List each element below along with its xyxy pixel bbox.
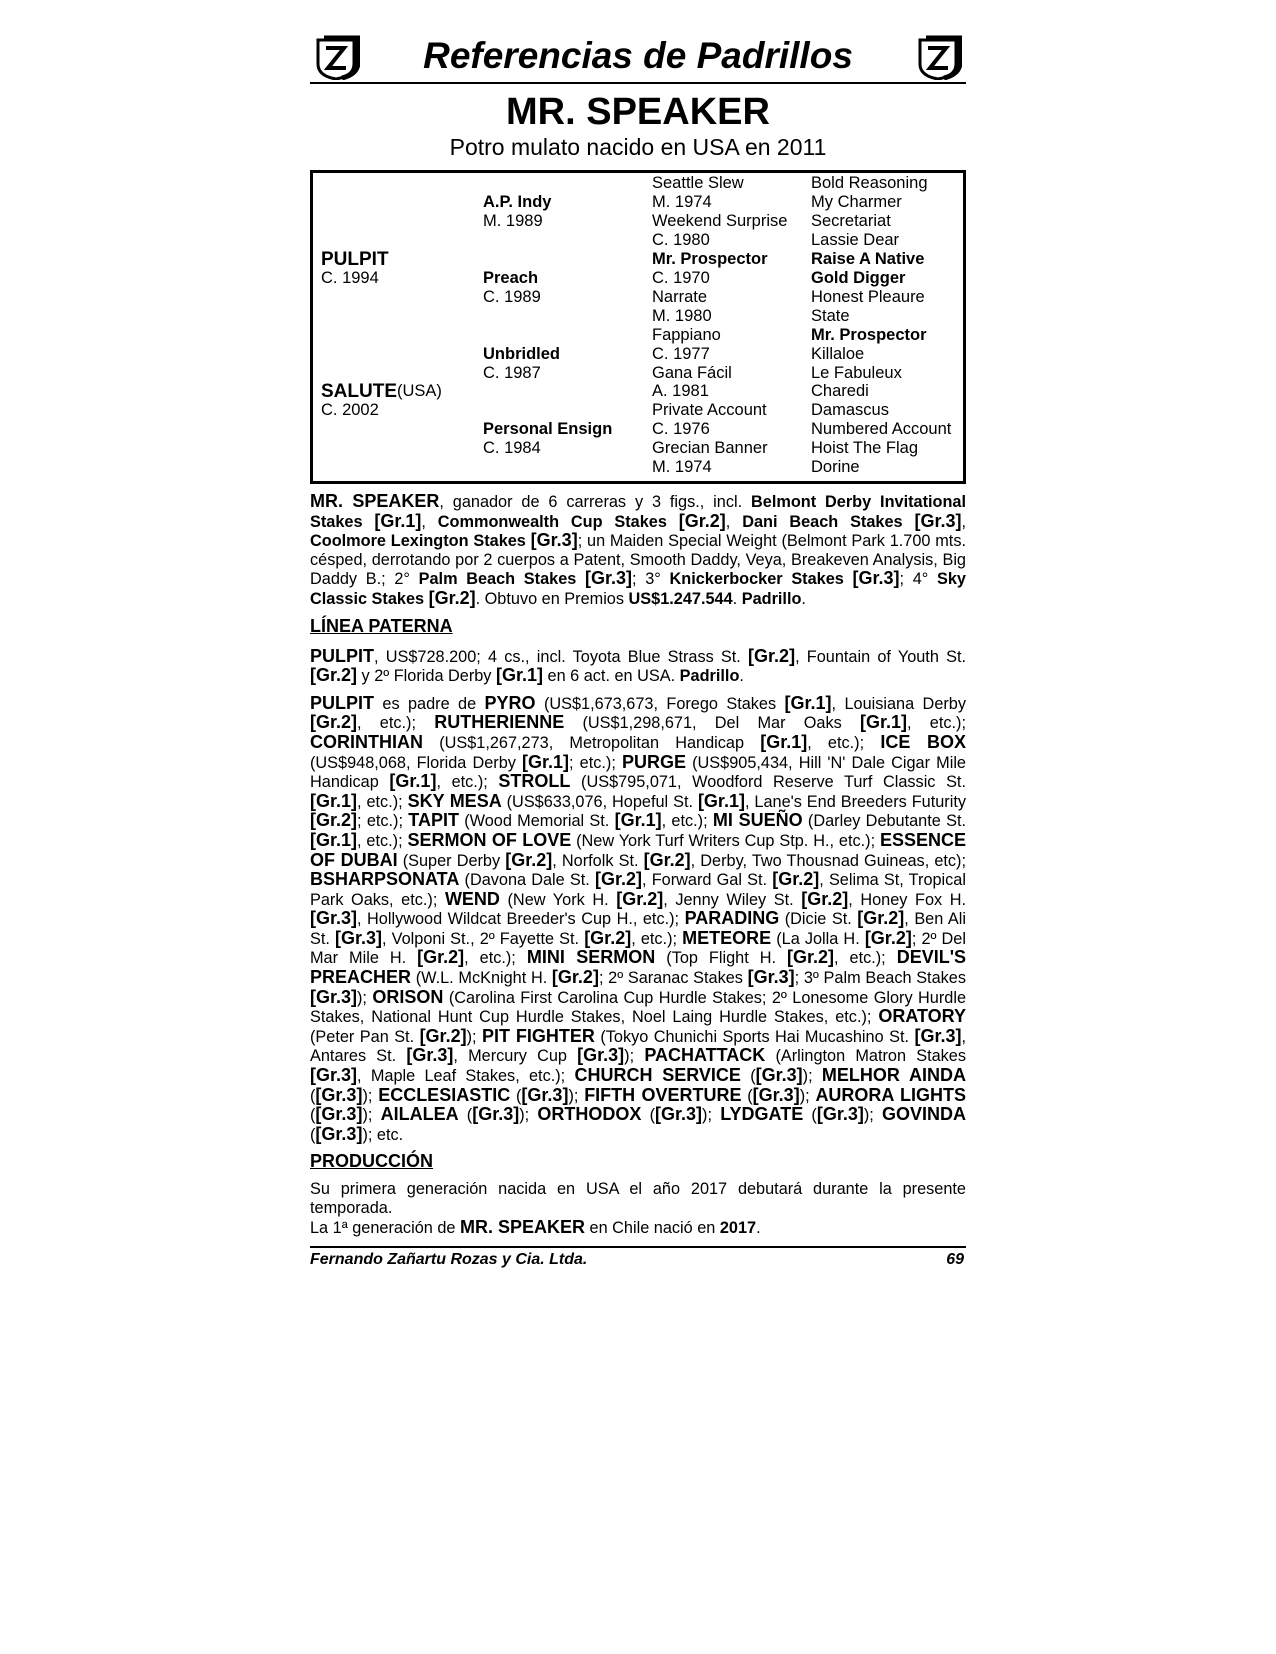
text-run: );: [362, 1086, 379, 1105]
grade-label: [Gr.3]: [752, 1084, 800, 1105]
text-run: , Jenny Wiley St.: [663, 890, 802, 909]
horse-name-ref: METEORE: [682, 927, 772, 948]
grade-label: [Gr.2]: [310, 810, 358, 831]
grade-label: [Gr.2]: [857, 908, 905, 929]
horse-subtitle: Potro mulato nacido en USA en 2011: [449, 134, 827, 160]
grade-label: [Gr.3]: [530, 530, 578, 551]
pedigree-cell: M. 1974: [652, 458, 712, 477]
pedigree-cell: Private Account: [652, 401, 767, 420]
text-run: , Selima St, Tropical Park Oaks, etc.);: [310, 871, 966, 909]
grade-label: [Gr.2]: [616, 888, 664, 909]
pedigree-cell: Preach: [483, 268, 539, 287]
text-run: , Derby, Two Thousnad Guineas, etc);: [690, 851, 967, 870]
horse-name-ref: BSHARPSONATA: [310, 869, 460, 890]
text-run: Padrillo: [679, 667, 740, 686]
text-run: , etc.);: [357, 714, 435, 733]
pedigree-cell: A. 1981: [652, 382, 709, 401]
pedigree-cell: A.P. Indy: [483, 192, 552, 211]
produccion-paragraph-2: [310, 1218, 966, 1238]
text-run: , US$728.200; 4 cs., incl. Toyota Blue Strass St.: [374, 647, 749, 666]
text-run: , Fountain of Youth St.: [795, 647, 966, 666]
grade-label: [Gr.1]: [697, 790, 745, 811]
grade-label: [Gr.3]: [655, 1104, 703, 1125]
horse-name-ref: GOVINDA: [882, 1104, 967, 1125]
grade-label: [Gr.1]: [495, 665, 543, 686]
text-run: , etc.);: [464, 949, 527, 968]
text-run: (US$948,068, Florida Derby: [310, 753, 523, 772]
produccion-paragraph-1: [310, 1180, 966, 1217]
text-run: (Carolina First Carolina Cup Hurdle Stakes; 2º Lonesome Glory Hurdle Stakes, National Hunt Cup Hurdle Stakes, Noel Laing Hurdle Stakes, etc.);: [310, 988, 967, 1027]
horse-name-ref: SKY MESA: [407, 790, 502, 811]
text-run: (New York H.: [499, 890, 617, 909]
pedigree-cell: Gold Digger: [811, 268, 906, 287]
text-run: La 1ª generación de: [310, 1218, 460, 1237]
grade-label: [Gr.3]: [816, 1104, 864, 1125]
text-run: (US$1,298,671, Del Mar Oaks: [564, 714, 861, 733]
text-run: Padrillo: [741, 589, 802, 608]
text-run: );: [519, 1106, 538, 1125]
text-run: (Top Flight H.: [655, 949, 787, 968]
grade-label: [Gr.3]: [521, 1084, 569, 1105]
pedigree-cell: Seattle Slew: [652, 174, 744, 192]
text-run: ; 3º Palm Beach Stakes: [794, 969, 966, 988]
text-run: en 6 act. en USA.: [543, 667, 680, 686]
grade-label: [Gr.2]: [801, 888, 849, 909]
text-run: );: [802, 1067, 822, 1086]
text-run: ,: [421, 512, 438, 531]
pedigree-cell: Secretariat: [811, 211, 891, 230]
grade-label: [Gr.3]: [577, 1045, 625, 1066]
text-run: (W.L. McKnight H.: [411, 969, 552, 988]
text-run: , etc.);: [357, 792, 408, 811]
pedigree-cell: Weekend Surprise: [652, 211, 788, 230]
text-run: (: [310, 1125, 316, 1144]
grade-label: [Gr.1]: [389, 771, 437, 792]
pedigree-cell: (USA): [397, 382, 442, 401]
text-run: Palm Beach Stakes: [418, 570, 585, 589]
pedigree-table: [310, 170, 966, 484]
linea-paragraph-2: [310, 694, 966, 1145]
grade-label: [Gr.2]: [787, 947, 835, 968]
grade-label: [Gr.3]: [315, 1084, 363, 1105]
horse-name: MR. SPEAKER: [506, 91, 770, 133]
grade-label: [Gr.3]: [310, 908, 358, 929]
horse-name-ref: PULPIT: [310, 645, 375, 666]
pedigree-cell: Damascus: [811, 401, 889, 420]
text-run: (: [641, 1106, 656, 1125]
pedigree-cell: Hoist The Flag: [811, 439, 918, 458]
grade-label: [Gr.3]: [472, 1104, 520, 1125]
grade-label: [Gr.2]: [310, 665, 358, 686]
grade-label: [Gr.3]: [585, 568, 633, 589]
text-run: (New York Turf Writers Cup Stp. H., etc.);: [571, 831, 880, 850]
text-run: , Ben Ali St.: [310, 910, 966, 948]
pedigree-cell: Bold Reasoning: [811, 174, 928, 192]
horse-name-ref: WEND: [444, 888, 500, 909]
pedigree-cell: Charedi: [811, 382, 869, 401]
text-run: es padre de: [374, 694, 485, 713]
text-run: (Davona Dale St.: [459, 871, 595, 890]
text-run: , etc.);: [834, 949, 897, 968]
grade-label: [Gr.1]: [760, 731, 808, 752]
text-run: (Wood Memorial St.: [458, 812, 615, 831]
pedigree-cell: C. 1984: [483, 439, 541, 458]
horse-name-ref: AILALEA: [380, 1104, 459, 1125]
pedigree-cell: C. 2002: [321, 401, 379, 420]
pedigree-cell: C. 1987: [483, 363, 541, 382]
grade-label: [Gr.2]: [595, 869, 643, 890]
grade-label: [Gr.3]: [315, 1104, 363, 1125]
grade-label: [Gr.2]: [748, 645, 796, 666]
grade-label: [Gr.3]: [852, 568, 900, 589]
text-run: (Tokyo Chunichi Sports Hai Mucashino St.: [594, 1027, 915, 1046]
horse-name-ref: FIFTH OVERTURE: [584, 1084, 742, 1105]
text-run: );: [568, 1086, 585, 1105]
text-run: , etc.);: [907, 714, 966, 733]
text-run: , Lane's End Breeders Futurity: [744, 792, 966, 811]
text-run: Commonwealth Cup Stakes: [437, 512, 679, 531]
grade-label: [Gr.1]: [374, 510, 422, 531]
text-run: (: [741, 1086, 753, 1105]
text-run: (Darley Debutante St.: [802, 812, 966, 831]
text-run: (US$795,071, Woodford Reserve Turf Classic St.: [570, 773, 966, 792]
grade-label: [Gr.3]: [747, 967, 795, 988]
text-run: , Mercury Cup: [453, 1047, 578, 1066]
text-run: (US$633,076, Hopeful St.: [501, 792, 698, 811]
horse-name-ref: CHURCH SERVICE: [574, 1065, 741, 1086]
linea-paterna-title: LÍNEA PATERNA: [310, 615, 453, 636]
pedigree-cell: PULPIT: [321, 248, 389, 270]
text-run: Sky Classic Stakes: [310, 570, 966, 608]
horse-name-ref: TAPIT: [408, 810, 459, 831]
text-run: );: [466, 1027, 482, 1046]
text-run: );: [799, 1086, 816, 1105]
footer-company: Fernando Zañartu Rozas y Cia. Ltda.: [310, 1251, 588, 1268]
pedigree-cell: Lassie Dear: [811, 230, 900, 249]
pedigree-cell: M. 1989: [483, 211, 543, 230]
pedigree-cell: Gana Fácil: [652, 363, 732, 382]
horse-name-ref: ICE BOX: [880, 731, 966, 752]
pedigree-cell: Numbered Account: [811, 420, 952, 439]
summary-paragraph: [310, 492, 966, 609]
text-run: Su primera generación nacida en USA el año 2017 debutará durante la presente temporada.: [310, 1180, 966, 1217]
text-run: , etc.);: [661, 812, 713, 831]
text-run: ); etc.: [362, 1125, 404, 1144]
linea-paragraph-1: [310, 647, 966, 686]
text-run: ; etc.);: [357, 812, 409, 831]
horse-name-ref: MR. SPEAKER: [459, 1216, 585, 1237]
pedigree-cell: C. 1994: [321, 268, 379, 287]
text-run: , etc.);: [807, 733, 881, 752]
grade-label: [Gr.3]: [315, 1123, 363, 1144]
text-run: (US$1,267,273, Metropolitan Handicap: [423, 733, 761, 752]
document-page: [310, 30, 966, 1237]
text-run: y 2º Florida Derby: [357, 667, 496, 686]
horse-name-ref: DEVIL'S PREACHER: [310, 947, 966, 988]
horse-name-ref: MELHOR AINDA: [821, 1065, 966, 1086]
pedigree-cell: C. 1970: [652, 268, 710, 287]
pedigree-cell: Le Fabuleux: [811, 363, 902, 382]
grade-label: [Gr.1]: [522, 751, 570, 772]
horse-name-ref: PARADING: [684, 908, 780, 929]
text-run: (Super Derby: [397, 851, 506, 870]
pedigree-cell: State: [811, 306, 850, 325]
horse-name-ref: MINI SERMON: [526, 947, 656, 968]
text-run: .: [801, 589, 806, 608]
pedigree-cell: Personal Ensign: [483, 420, 613, 439]
grade-label: [Gr.2]: [310, 712, 358, 733]
text-run: Knickerbocker Stakes: [669, 570, 853, 589]
grade-label: [Gr.3]: [914, 510, 962, 531]
text-run: , Hollywood Wildcat Breeder's Cup H., etc.);: [357, 910, 685, 929]
grade-label: [Gr.3]: [335, 927, 383, 948]
grade-label: [Gr.3]: [310, 986, 358, 1007]
pedigree-cell: My Charmer: [811, 192, 902, 211]
grade-label: [Gr.1]: [310, 790, 358, 811]
pedigree-cell: Honest Pleaure: [811, 287, 925, 306]
grade-label: [Gr.2]: [584, 927, 632, 948]
text-run: , etc.);: [631, 929, 683, 948]
text-run: (Dicie St.: [779, 910, 858, 929]
text-run: Dani Beach Stakes: [742, 512, 915, 531]
text-run: , Honey Fox H.: [848, 890, 966, 909]
grade-label: [Gr.3]: [914, 1025, 962, 1046]
horse-name-ref: PULPIT: [310, 692, 375, 713]
pedigree-cell: Fappiano: [652, 325, 721, 344]
pedigree-cell: C. 1977: [652, 344, 710, 363]
text-run: (Arlington Matron Stakes: [765, 1047, 966, 1066]
text-run: ; 3°: [632, 570, 670, 589]
text-run: Coolmore Lexington Stakes: [310, 532, 531, 551]
text-run: , Volponi St., 2º Fayette St.: [382, 929, 585, 948]
text-run: Belmont Derby Invitational Stakes: [310, 493, 966, 531]
horse-name-ref: ORISON: [372, 986, 444, 1007]
header-title: Referencias de Padrillos: [423, 35, 853, 76]
grade-label: [Gr.2]: [417, 947, 465, 968]
pedigree-cell: Grecian Banner: [652, 439, 768, 458]
horse-name-ref: AURORA LIGHTS: [815, 1084, 967, 1105]
grade-label: [Gr.3]: [310, 1065, 358, 1086]
text-run: (La Jolla H.: [771, 929, 865, 948]
horse-name-ref: PURGE: [621, 751, 686, 772]
horse-name-ref: ORTHODOX: [537, 1104, 642, 1125]
text-run: (US$1,673,673, Forego Stakes: [535, 694, 785, 713]
pedigree-cell: C. 1989: [483, 287, 541, 306]
text-run: US$1.247.544: [628, 589, 733, 608]
text-run: ; etc.);: [569, 753, 622, 772]
horse-name-ref: PACHATTACK: [644, 1045, 766, 1066]
page-number: 69: [946, 1251, 964, 1268]
text-run: );: [863, 1106, 883, 1125]
grade-label: [Gr.2]: [551, 967, 599, 988]
pedigree-cell: Narrate: [652, 287, 708, 306]
horse-name-ref: PYRO: [484, 692, 536, 713]
text-run: , ganador de 6 carreras y 3 figs., incl.: [439, 493, 752, 511]
logo-icon: [916, 34, 962, 80]
grade-label: [Gr.2]: [419, 1025, 467, 1046]
horse-name-ref: RUTHERIENNE: [434, 712, 565, 733]
text-run: , Norfolk St.: [552, 851, 644, 870]
grade-label: [Gr.3]: [406, 1045, 454, 1066]
horse-name-ref: ESSENCE OF DUBAI: [310, 829, 966, 870]
grade-label: [Gr.1]: [784, 692, 832, 713]
horse-name-ref: LYDGATE: [720, 1104, 804, 1125]
page-header: [310, 30, 966, 84]
text-run: (Peter Pan St.: [310, 1027, 420, 1046]
text-run: , Antares St.: [310, 1027, 966, 1066]
text-run: (: [310, 1106, 316, 1125]
text-run: );: [702, 1106, 721, 1125]
pedigree-cell: M. 1974: [652, 192, 712, 211]
text-run: (: [510, 1086, 522, 1105]
pedigree-cell: Raise A Native: [811, 249, 925, 268]
pedigree-cell: Killaloe: [811, 344, 865, 363]
text-run: en Chile nació en: [584, 1218, 720, 1237]
text-run: .: [732, 589, 742, 608]
grade-label: [Gr.2]: [864, 927, 912, 948]
horse-name-ref: STROLL: [498, 771, 571, 792]
text-run: , etc.);: [436, 773, 499, 792]
pedigree-cell: Mr. Prospector: [811, 325, 927, 344]
text-run: .: [739, 667, 744, 686]
text-run: . Obtuvo en Premios: [475, 589, 629, 608]
horse-name-ref: ORATORY: [878, 1006, 966, 1027]
text-run: ; 2º Del Mar Mile H.: [310, 929, 966, 968]
text-run: ,: [961, 512, 966, 531]
text-run: , Maple Leaf Stakes, etc.);: [357, 1067, 575, 1086]
horse-name-ref: SERMON OF LOVE: [407, 829, 572, 850]
horse-name-ref: ECCLESIASTIC: [378, 1084, 511, 1105]
pedigree-cell: C. 1980: [652, 230, 710, 249]
text-run: ,: [725, 512, 743, 531]
text-run: 2017: [719, 1218, 757, 1237]
text-run: );: [357, 988, 373, 1007]
grade-label: [Gr.3]: [755, 1065, 803, 1086]
pedigree-cell: Dorine: [811, 458, 860, 477]
pedigree-cell: Mr. Prospector: [652, 249, 768, 268]
grade-label: [Gr.2]: [505, 849, 553, 870]
grade-label: [Gr.2]: [678, 510, 726, 531]
text-run: (: [803, 1106, 817, 1125]
page-footer: [310, 1246, 966, 1272]
text-run: ; 2º Saranac Stakes: [598, 969, 748, 988]
grade-label: [Gr.1]: [310, 829, 358, 850]
pedigree-cell: SALUTE: [321, 381, 397, 403]
text-run: ; 4°: [899, 570, 938, 589]
text-run: (US$905,434, Hill 'N' Dale Cigar Mile Handicap: [310, 753, 966, 792]
text-run: ; un Maiden Special Weight (Belmont Park 1.700 mts. césped, derrotando por 2 cuerpos a Patent, Smooth Daddy, Veya, Breakeven Analysis, Big Daddy B.; 2°: [310, 532, 966, 589]
text-run: , Louisiana Derby: [831, 694, 966, 713]
text-run: .: [756, 1218, 761, 1237]
text-run: (: [310, 1086, 316, 1105]
horse-name-ref: MR. SPEAKER: [310, 491, 440, 511]
grade-label: [Gr.1]: [860, 712, 908, 733]
grade-label: [Gr.2]: [428, 587, 476, 608]
pedigree-cell: M. 1980: [652, 306, 712, 325]
horse-name-ref: PIT FIGHTER: [481, 1025, 595, 1046]
produccion-title: PRODUCCIÓN: [310, 1151, 434, 1172]
text-run: , Forward Gal St.: [642, 871, 773, 890]
grade-label: [Gr.2]: [643, 849, 691, 870]
horse-name-ref: MI SUEÑO: [712, 810, 803, 831]
text-run: (: [740, 1067, 756, 1086]
text-run: );: [362, 1106, 381, 1125]
text-run: (: [458, 1106, 473, 1125]
grade-label: [Gr.2]: [772, 869, 820, 890]
pedigree-cell: Unbridled: [483, 344, 560, 363]
grade-label: [Gr.1]: [614, 810, 662, 831]
horse-name-ref: CORINTHIAN: [310, 731, 423, 752]
text-run: );: [624, 1047, 645, 1066]
text-run: , etc.);: [357, 831, 408, 850]
pedigree-cell: C. 1976: [652, 420, 710, 439]
